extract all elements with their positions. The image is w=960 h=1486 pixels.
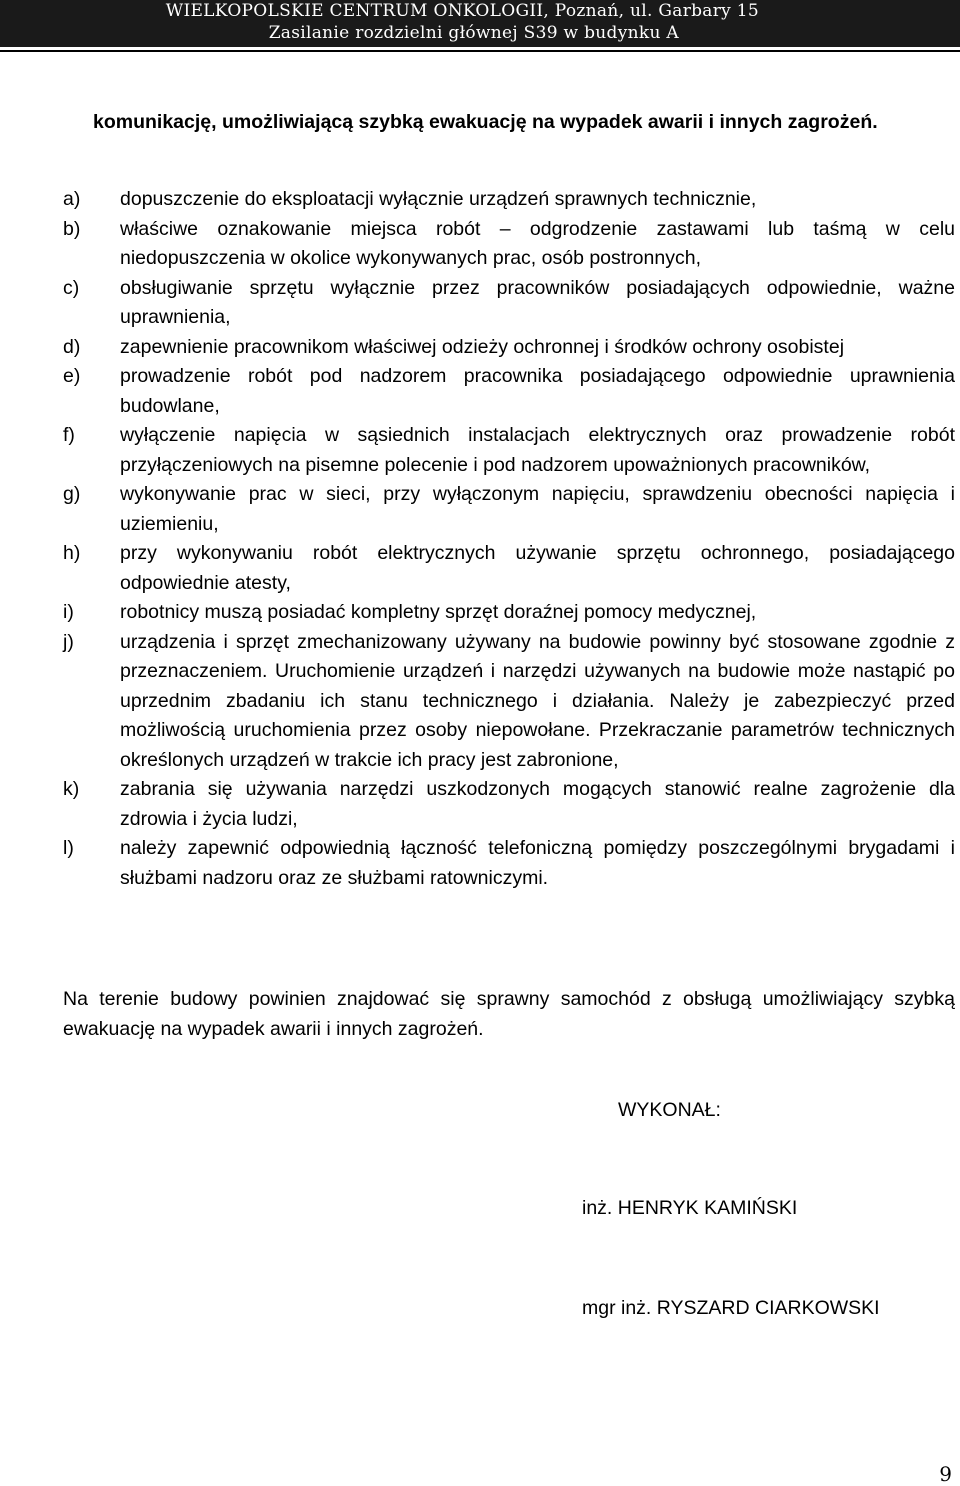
list-item-marker: e) [63, 365, 81, 387]
list-item-text: dopuszczenie do eksploatacji wyłącznie urządzeń sprawnych technicznie, [120, 188, 757, 210]
list-item [63, 598, 955, 628]
header-divider [0, 50, 960, 52]
list-item [63, 215, 955, 274]
list-item [63, 628, 955, 776]
list-item-text: prowadzenie robót pod nadzorem pracownika posiadającego odpowiednie uprawnienia budowlane, [120, 365, 955, 417]
signature-person-2: mgr inż. RYSZARD CIARKOWSKI [582, 1297, 880, 1319]
header-project: Zasilanie rozdzielni głównej S39 w budynku A [268, 23, 679, 43]
page-number: 9 [939, 1462, 952, 1486]
signature-label: WYKONAŁ: [618, 1099, 721, 1121]
signature-person-1: inż. HENRYK KAMIŃSKI [582, 1197, 798, 1219]
page-header [0, 0, 960, 47]
list-item [63, 775, 955, 834]
intro-paragraph: komunikację, umożliwiającą szybką ewakuację na wypadek awarii i innych zagrożeń. [93, 111, 878, 133]
list-item-marker: d) [63, 335, 81, 358]
list-item [63, 539, 955, 598]
list-item-text: wykonywanie prac w sieci, przy wyłączonym napięciu, sprawdzeniu obecności napięcia i uziemieniu, [120, 483, 955, 535]
list-item [63, 185, 955, 215]
list-item-marker: c) [63, 276, 80, 299]
list-item-text: właściwe oznakowanie miejsca robót – odgrodzenie zastawami lub taśmą w celu niedopuszczenia w okolice wykonywanych prac, osób postronnych, [120, 217, 955, 269]
list-item-text: przy wykonywaniu robót elektrycznych używanie sprzętu ochronnego, posiadającego odpowiednie atesty, [120, 542, 955, 594]
list-item [63, 834, 955, 893]
list-item-text: robotnicy muszą posiadać kompletny sprzęt doraźnej pomocy medycznej, [120, 601, 757, 623]
list-item-text: obsługiwanie sprzętu wyłącznie przez pracowników posiadających odpowiednie, ważne uprawnienia, [120, 276, 955, 328]
list-item [63, 333, 955, 363]
list-item-text: zabrania się używania narzędzi uszkodzonych mogących stanowić realne zagrożenie dla zdrowia i życia ludzi, [120, 778, 955, 830]
list-item-marker: f) [63, 424, 75, 446]
list-item-text: urządzenia i sprzęt zmechanizowany używany na budowie powinny być stosowane zgodnie z przeznaczeniem. Uruchomienie urządzeń i narzędzi używanych na budowie może nastąpić po uprzednim zbadaniu ich stanu technicznego i działania. Należy je zabezpieczyć przed możliwością uruchomienia przez osoby niepowołane. Przekraczanie parametrów technicznych określonych urządzeń w trakcie ich pracy jest zabronione, [120, 630, 955, 771]
list-item-text: należy zapewnić odpowiednią łączność telefoniczną pomiędzy poszczególnymi brygadami i służbami nadzoru oraz ze służbami ratowniczymi. [120, 837, 955, 889]
list-item-marker: g) [63, 483, 81, 505]
list-item-marker: l) [63, 837, 74, 859]
list-item [63, 274, 955, 333]
list-item-text: zapewnienie pracownikom właściwej odzieży ochronnej i środków ochrony osobistej [120, 335, 845, 358]
header-institution: WIELKOPOLSKIE CENTRUM ONKOLOGII, Poznań, ul. Garbary 15 [165, 1, 759, 21]
list-item-marker: j) [63, 630, 74, 653]
list-item-text: wyłączenie napięcia w sąsiednich instalacjach elektrycznych oraz prowadzenie robót przyłączeniowych na pisemne polecenie i pod nadzorem upoważnionych pracowników, [120, 424, 955, 476]
list-item-marker: k) [63, 778, 80, 800]
list-item [63, 421, 955, 480]
list-item [63, 480, 955, 539]
requirements-list [63, 185, 955, 893]
list-item-marker: h) [63, 542, 81, 564]
closing-paragraph: Na terenie budowy powinien znajdować się sprawny samochód z obsługą umożliwiający szybką ewakuację na wypadek awarii i innych zagrożeń. [63, 988, 955, 1040]
list-item-marker: i) [63, 601, 74, 623]
list-item-marker: a) [63, 188, 81, 210]
list-item-marker: b) [63, 217, 81, 240]
list-item [63, 362, 955, 421]
